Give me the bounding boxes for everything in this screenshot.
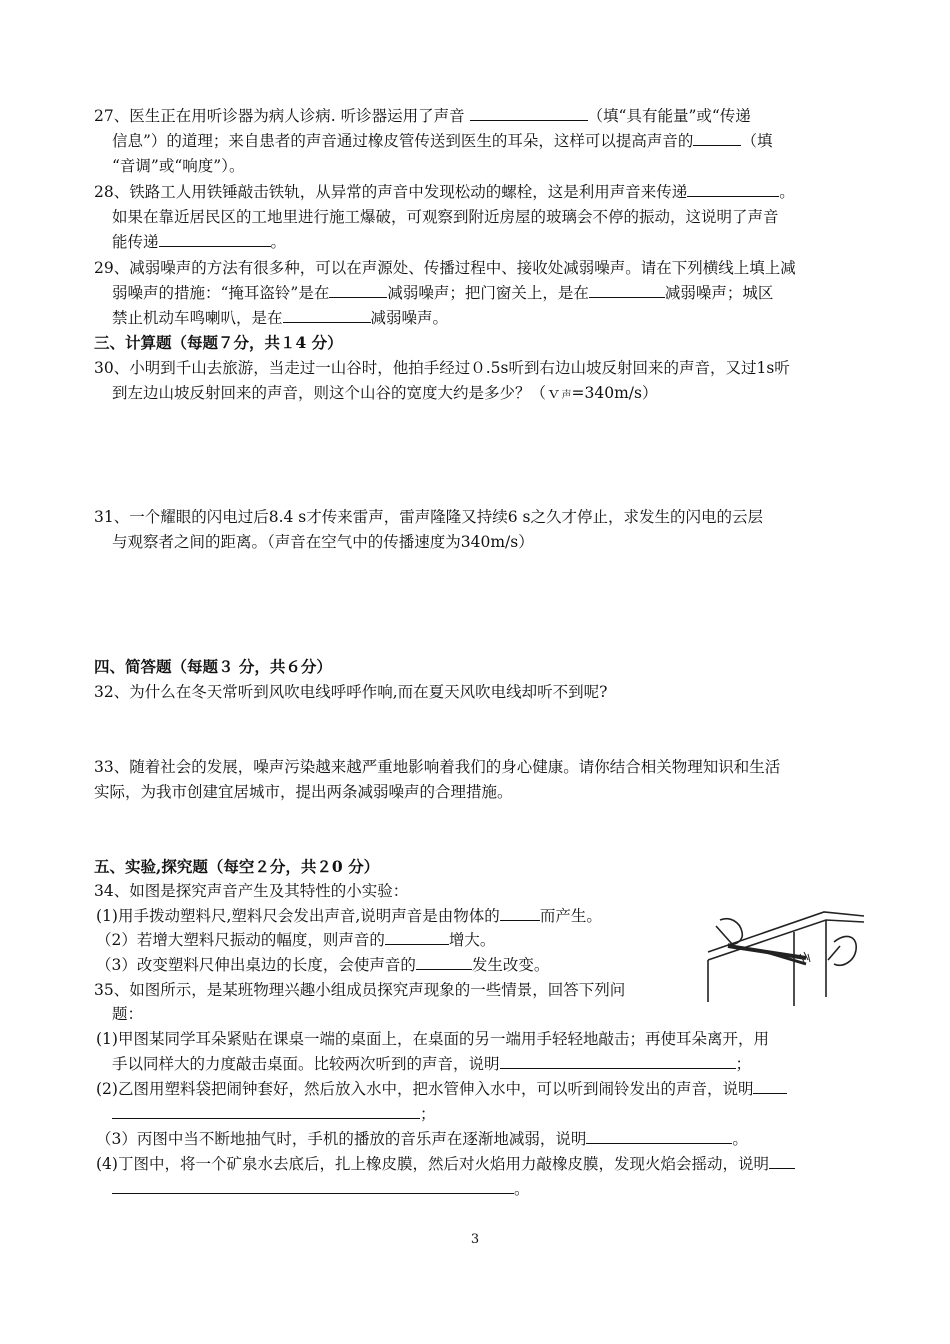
q28-blank2[interactable] (159, 231, 271, 247)
ruler-experiment-figure (706, 902, 866, 1012)
q27-line3: “音调”或“响度”）。 (112, 157, 245, 175)
page-number: 3 (470, 1232, 480, 1247)
q30-line1: 30、小明到千山去旅游，当走过一山谷时，他拍手经过０.5s听到右边山坡反射回来的声音，又过1s听 (94, 359, 790, 377)
q34-intro: 34、如图是探究声音产生及其特性的小实验： (94, 882, 409, 900)
q35-part2-line1: (2)乙图用塑料袋把闹钟套好，然后放入水中，把水管伸入水中，可以听到闹铃发出的声音，说明 (96, 1078, 787, 1100)
section-3-heading: 三、计算题（每题７分，共１4 分） (94, 333, 343, 352)
section-5-heading: 五、实验,探究题（每空２分，共２0 分） (94, 857, 380, 876)
q29-blank2[interactable] (589, 282, 665, 298)
q28-blank1[interactable] (687, 181, 779, 197)
q29-line3: 禁止机动车鸣喇叭，是在 减弱噪声。 (112, 309, 449, 327)
q28-line1: 28、铁路工人用铁锤敲击铁轨，从异常的声音中发现松动的螺栓，这是利用声音来传递 。 (94, 183, 795, 201)
q35-part1-line1: (1)甲图某同学耳朵紧贴在课桌一端的桌面上，在桌面的另一端用手轻轻地敲击；再使耳朵离开，用 (96, 1030, 769, 1048)
q34-blank3[interactable] (416, 954, 472, 970)
q29-blank1[interactable] (329, 282, 387, 298)
q29-blank3[interactable] (283, 307, 371, 323)
q35-intro: 35、如图所示，是某班物理兴趣小组成员探究声现象的一些情景，回答下列问 (94, 981, 626, 999)
q35-blank4b[interactable] (112, 1178, 514, 1194)
q34-blank2[interactable] (385, 929, 449, 945)
q35-part4-line2: 。 (112, 1178, 530, 1200)
q27-blank1[interactable] (470, 105, 588, 121)
q35-blank2b[interactable] (112, 1103, 420, 1119)
q35-part1-line2: 手以同样大的力度敲击桌面。比较两次听到的声音，说明 ； (112, 1055, 752, 1073)
q28-line2: 如果在靠近居民区的工地里进行施工爆破，可观察到附近房屋的玻璃会不停的振动，这说明了声音 (112, 208, 779, 226)
q28-line3: 能传递 。 (112, 233, 287, 251)
q35-part2-line2: ； (112, 1103, 436, 1125)
q34-part3: （3）改变塑料尺伸出桌边的长度，会使声音的 发生改变。 (96, 956, 550, 974)
q35-blank2a[interactable] (753, 1078, 787, 1094)
q30-line2: 到左边山坡反射回来的声音，则这个山谷的宽度大约是多少？（ｖ声=340m/s） (112, 384, 658, 402)
q27-line1: 27、医生正在用听诊器为病人诊病. 听诊器运用了声音 （填“具有能量”或“传递 (94, 107, 751, 125)
q27-line2: 信息”）的道理；来自患者的声音通过橡皮管传送到医生的耳朵，这样可以提高声音的 （填 (112, 132, 773, 150)
q35-blank1[interactable] (500, 1053, 736, 1069)
q35-part4-line1: (4)丁图中，将一个矿泉水去底后，扎上橡皮膜，然后对火焰用力敲橡皮膜，发现火焰会摇动，说明 (96, 1153, 795, 1175)
q27-blank2[interactable] (693, 130, 741, 146)
q34-part2: （2）若增大塑料尺振动的幅度，则声音的 增大。 (96, 931, 496, 949)
q32-line1: 32、为什么在冬天常听到风吹电线呼呼作响,而在夏天风吹电线却听不到呢? (94, 683, 608, 701)
q35-part3: （3）丙图中当不断地抽气时，手机的播放的音乐声在逐渐地减弱，说明 。 (96, 1130, 748, 1148)
q33-line2: 实际，为我市创建宜居城市，提出两条减弱噪声的合理措施。 (94, 783, 513, 801)
q31-line1: 31、一个耀眼的闪电过后8.4 s才传来雷声，雷声隆隆又持续6 s之久才停止，求发生的闪电的云层 (94, 508, 764, 526)
q29-line1: 29、减弱噪声的方法有很多种，可以在声源处、传播过程中、接收处减弱噪声。请在下列横线上填上减 (94, 259, 796, 277)
q33-line1: 33、随着社会的发展，噪声污染越来越严重地影响着我们的身心健康。请你结合相关物理知识和生活 (94, 758, 781, 776)
section-4-heading: 四、简答题（每题３ 分，共６分） (94, 657, 332, 676)
q35-blank3[interactable] (586, 1128, 732, 1144)
q31-line2: 与观察者之间的距离。（声音在空气中的传播速度为340m/s） (112, 533, 534, 551)
q35-intro-cont: 题： (112, 1005, 144, 1023)
q29-line2: 弱噪声的措施：“掩耳盗铃”是在 减弱噪声；把门窗关上，是在 减弱噪声；城区 (112, 284, 774, 302)
q34-blank1[interactable] (500, 905, 540, 921)
q34-part1: (1)用手拨动塑料尺,塑料尺会发出声音,说明声音是由物体的 而产生。 (96, 907, 602, 925)
q35-blank4a[interactable] (769, 1153, 795, 1169)
